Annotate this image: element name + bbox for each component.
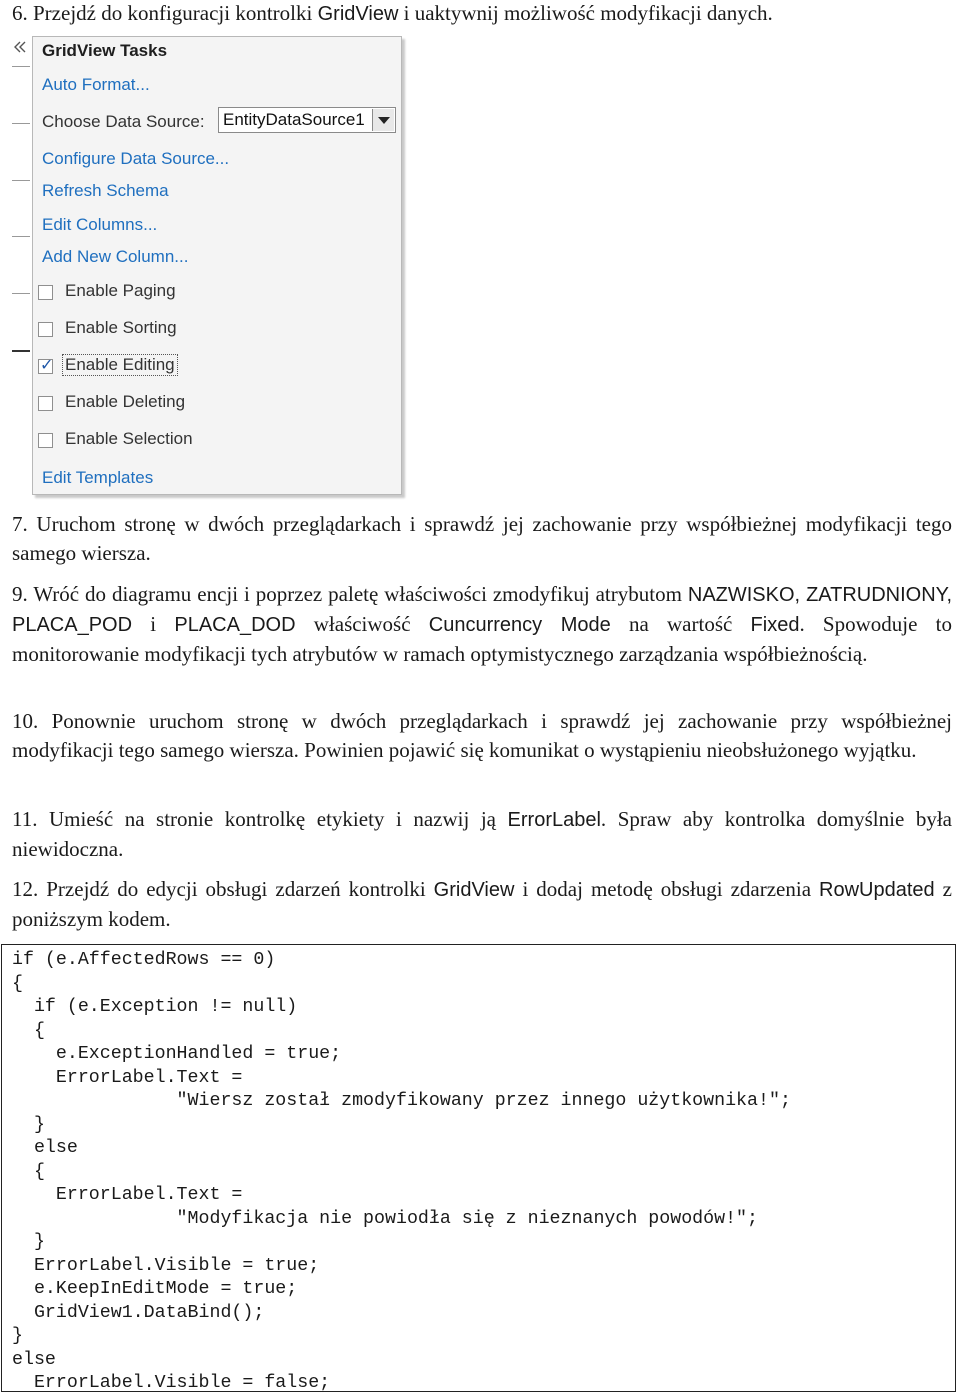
- checkbox-label: Enable Sorting: [65, 318, 177, 337]
- enable-deleting-checkbox[interactable]: [38, 396, 53, 411]
- designer-tick: [12, 293, 30, 294]
- code-listing: [12, 949, 791, 1396]
- designer-tick: [12, 123, 30, 124]
- checkbox-label: Enable Paging: [65, 281, 176, 300]
- auto-format-link[interactable]: Auto Format...: [42, 75, 150, 94]
- chevron-down-icon: [378, 117, 390, 124]
- code-line: else: [12, 1349, 56, 1370]
- dropdown-button[interactable]: [372, 109, 394, 131]
- code-line: }: [12, 1326, 23, 1346]
- collapse-chevron-icon[interactable]: [11, 38, 29, 56]
- add-new-column-link[interactable]: Add New Column...: [42, 247, 189, 266]
- code-term: RowUpdated: [819, 879, 935, 901]
- data-source-select[interactable]: [218, 107, 396, 133]
- code-term: ErrorLabel: [507, 809, 601, 831]
- step-7: 7. Uruchom stronę w dwóch przeglądarkach i sprawdź jej zachowanie przy współbieżnej modyfikacji tego samego wiersza.: [12, 512, 952, 565]
- code-term: GridView: [317, 3, 399, 25]
- step-11: 11. Umieść na stronie kontrolkę etykiety i nazwij ją ErrorLabel. Spraw aby kontrolka domyślnie była niewidoczna.: [12, 807, 952, 861]
- designer-tick: [12, 66, 30, 67]
- code-line: e.ExceptionHandled = true;: [12, 1044, 342, 1064]
- designer-tick: [12, 180, 30, 181]
- gridview-tasks-panel: [32, 36, 402, 495]
- code-term: Cuncurrency Mode: [428, 614, 611, 636]
- step-6: 6. Przejdź do konfiguracji kontrolki GridView i uaktywnij możliwość modyfikacji danych.: [12, 1, 773, 25]
- enable-selection-checkbox[interactable]: [38, 433, 53, 448]
- enable-paging-checkbox[interactable]: [38, 285, 53, 300]
- enable-editing-checkbox[interactable]: [38, 355, 54, 374]
- checkbox-label: Enable Selection: [65, 429, 193, 448]
- choose-data-source-label: Choose Data Source:: [42, 112, 205, 131]
- code-line: {: [12, 1161, 45, 1182]
- code-line: if (e.Exception != null): [12, 997, 298, 1017]
- code-line: ErrorLabel.Visible = false;: [12, 1373, 331, 1393]
- code-term: Fixed: [750, 614, 800, 636]
- code-term: NAZWISKO,: [687, 584, 801, 606]
- step-12: 12. Przejdź do edycji obsługi zdarzeń kontrolki GridView i dodaj metodę obsługi zdarzenia RowUpdated z poniższym kodem.: [12, 877, 952, 931]
- code-line: {: [12, 1020, 45, 1041]
- enable-sorting-checkbox[interactable]: [38, 322, 53, 337]
- code-line: else: [12, 1138, 78, 1158]
- code-block: [1, 944, 956, 1392]
- edit-columns-link[interactable]: Edit Columns...: [42, 215, 158, 234]
- configure-data-source-link[interactable]: Configure Data Source...: [42, 149, 230, 168]
- code-term: GridView: [433, 879, 515, 901]
- code-line: }: [12, 1232, 45, 1252]
- code-line: {: [12, 973, 23, 994]
- code-term: ZATRUDNIONY, PLACA_POD: [12, 584, 952, 636]
- designer-tick: [12, 236, 30, 237]
- code-line: "Modyfikacja nie powiodła się z nieznanych powodów!";: [12, 1208, 758, 1229]
- checkbox-label: Enable Editing: [62, 354, 178, 376]
- code-line: if (e.AffectedRows == 0): [12, 950, 276, 970]
- code-line: GridView1.DataBind();: [12, 1302, 265, 1323]
- checkbox-label: Enable Deleting: [65, 392, 186, 411]
- code-line: }: [12, 1114, 45, 1135]
- designer-tick: [12, 350, 30, 352]
- code-line: e.KeepInEditMode = true;: [12, 1279, 298, 1299]
- step-9: 9. Wróć do diagramu encji i poprzez paletę właściwości zmodyfikuj atrybutom NAZWISKO, ZATRUDNIONY, PLACA_POD i PLACA_DOD właściwość Cuncurrency Mode na wartość Fixed. Spowoduje to monitorowanie modyfikacji tych atrybutów w ramach optymistycznego zarządzania współbieżnością.: [12, 582, 952, 666]
- code-term: PLACA_DOD: [174, 614, 296, 636]
- code-line: ErrorLabel.Text =: [12, 1185, 243, 1205]
- data-source-value: EntityDataSource1: [223, 110, 365, 129]
- code-line: "Wiersz został zmodyfikowany przez innego użytkownika!";: [12, 1091, 791, 1111]
- edit-templates-link[interactable]: Edit Templates: [42, 468, 154, 487]
- tasks-title: GridView Tasks: [42, 41, 168, 60]
- step-10: 10. Ponownie uruchom stronę w dwóch przeglądarkach i sprawdź jej zachowanie przy współbieżnej modyfikacji tego samego wiersza. Powinien pojawić się komunikat o wystąpieniu nieobsłużonego wyjątku.: [12, 709, 952, 762]
- checkmark-icon: ✓: [40, 355, 54, 374]
- refresh-schema-link[interactable]: Refresh Schema: [42, 181, 169, 200]
- code-line: ErrorLabel.Visible = true;: [12, 1255, 320, 1276]
- code-line: ErrorLabel.Text =: [12, 1067, 243, 1088]
